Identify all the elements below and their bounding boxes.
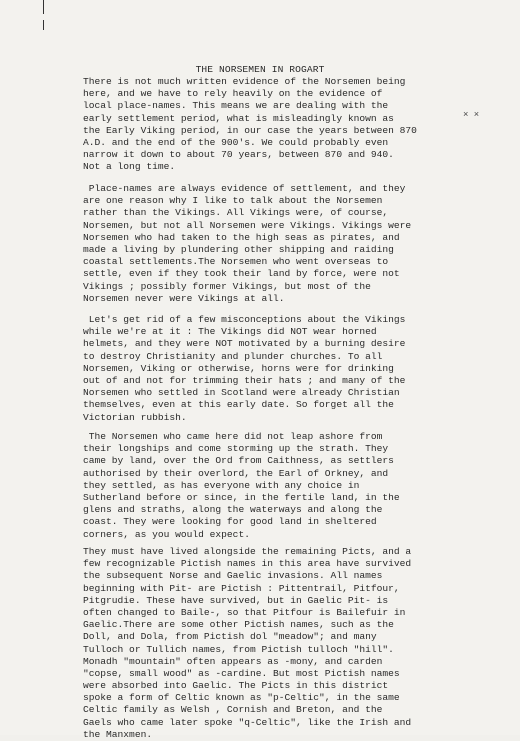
text-line: Norsemen never were Vikings at all.	[83, 292, 285, 304]
text-line: Norsemen who settled in Scotland were already Christian	[83, 387, 400, 399]
text-line: their longships and come storming up the strath. They	[83, 443, 389, 455]
text-line: Norsemen, but not all Norsemen were Vikings. Vikings were	[83, 219, 412, 231]
text-line: are one reason why I like to talk about the Norsemen	[83, 195, 383, 207]
text-line: came by land, over the Ord from Caithness, as settlers	[83, 455, 394, 467]
text-line: early settlement period, what is misleadingly known as	[83, 112, 394, 124]
text-line: Celtic family as Welsh , Cornish and Breton, and the	[83, 704, 383, 716]
text-line: authorised by their overlord, the Earl of Orkney, and	[83, 467, 389, 479]
text-line: Pitgrudie. These have survived, but in Gaelic Pit- is	[83, 594, 389, 606]
text-line: often changed to Baile-, so that Pitfour is Bailefuir in	[83, 606, 406, 618]
text-line: out of and not for trimming their hats ; and many of the	[83, 374, 406, 386]
margin-mark: × ×	[463, 110, 480, 120]
text-line: Doll, and Dola, from Pictish dol "meadow"; and many	[83, 631, 377, 643]
text-line: here, and we have to rely heavily on the evidence of	[83, 88, 383, 100]
text-line: were absorbed into Gaelic. The Picts in this district	[83, 680, 389, 692]
top-margin-mark	[43, 20, 44, 30]
text-line: Sutherland before or since, in the fertile land, in the	[83, 491, 400, 503]
text-line: Place-names are always evidence of settlement, and they	[83, 183, 406, 194]
text-line: few recognizable Pictish names in this area have survived	[83, 558, 412, 570]
text-line: Monadh "mountain" often appears as -mony, and carden	[83, 655, 383, 667]
text-line: the Early Viking period, in our case the years between 870	[83, 124, 417, 136]
text-line: Not a long time.	[83, 161, 176, 173]
text-line: They must have lived alongside the remaining Picts, and a	[83, 546, 412, 557]
text-line: There is not much written evidence of the Norsemen being	[83, 76, 406, 87]
paragraph-4	[83, 431, 483, 541]
document-title: THE NORSEMEN IN ROGART	[195, 64, 325, 75]
paragraph-2	[83, 183, 483, 305]
text-line: spoke a form of Celtic known as "p-Celtic", in the same	[83, 692, 400, 704]
text-line: "copse, small wood" as -cardine. But most Pictish names	[83, 667, 400, 679]
text-line: narrow it down to about 70 years, between 870 and 940.	[83, 149, 394, 161]
paragraph-1	[83, 76, 483, 174]
text-line: coast. They were looking for good land in sheltered	[83, 516, 377, 528]
text-line: The Norsemen who came here did not leap ashore from	[83, 431, 383, 442]
top-margin-mark	[43, 0, 44, 14]
text-line: Gaels who came later spoke "q-Celtic", like the Irish and	[83, 716, 412, 728]
text-line: helmets, and they were NOT motivated by a burning desire	[83, 338, 406, 350]
text-line: made a living by plundering other shipping and raiding	[83, 243, 394, 255]
paragraph-5	[83, 546, 483, 741]
text-line: themselves, even at this early date. So forget all the	[83, 399, 394, 411]
text-line: Vikings ; possibly former Vikings, but most of the	[83, 280, 371, 292]
text-line: beginning with Pit- are Pictish : Pittentrail, Pitfour,	[83, 582, 400, 594]
text-line: Norsemen, Viking or otherwise, horns were for drinking	[83, 362, 394, 374]
text-line: Gaelic.There are some other Pictish names, such as the	[83, 619, 394, 631]
text-line: rather than the Vikings. All Vikings were, of course,	[83, 207, 389, 219]
text-line: Victorian rubbish.	[83, 411, 187, 423]
text-line: glens and straths, along the waterways and along the	[83, 504, 383, 516]
paragraph-3	[83, 314, 483, 424]
text-line: the Manxmen.	[83, 728, 153, 740]
text-line: Let's get rid of a few misconceptions about the Vikings	[83, 314, 406, 325]
text-line: Norsemen who had taken to the high seas as pirates, and	[83, 231, 400, 243]
text-line: A.D. and the end of the 900's. We could probably even	[83, 136, 389, 148]
text-line: local place-names. This means we are dealing with the	[83, 100, 389, 112]
text-line: while we're at it : The Vikings did NOT wear horned	[83, 326, 377, 338]
text-line: Tulloch or Tullich names, from Pictish tulloch "hill".	[83, 643, 394, 655]
text-line: settle, even if they took their land by force, were not	[83, 268, 400, 280]
text-line: to destroy Christianity and plunder churches. To all	[83, 350, 383, 362]
text-line: the subsequent Norse and Gaelic invasions. All names	[83, 570, 383, 582]
text-line: coastal settlements.The Norsemen who went overseas to	[83, 256, 389, 268]
text-line: corners, as you would expect.	[83, 528, 250, 540]
text-line: they settled, as has everyone with any choice in	[83, 479, 360, 491]
